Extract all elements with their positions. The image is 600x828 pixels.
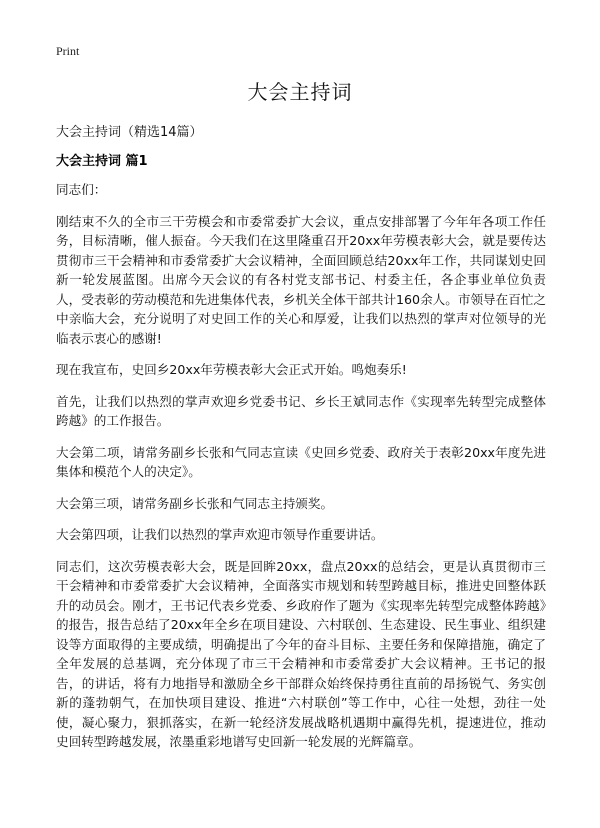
announcement-paragraph: 现在我宣布，史回乡20xx年劳模表彰大会正式开始。鸣炮奏乐! <box>56 362 407 377</box>
print-link[interactable]: Print <box>56 44 80 58</box>
agenda-item-4: 大会第四项，让我们以热烈的掌声欢迎市领导作重要讲话。 <box>56 527 384 542</box>
opening-paragraph: 刚结束不久的全市三干劳模会和市委常委扩大会议，重点安排部署了今年年各项工作任务，目标清晰，催人振奋。今天我们在这里隆重召开20xx年劳模表彰大会，就是要传达贯彻市三干会精神和市委常委扩大会议精神，全面回顾总结20xx年工作，共同谋划史回新一轮发展蓝图。出席今天会议的有各村党支部书记、村委主任，各企事业单位负责人，受表彰的劳动模范和先进集体代表，乡机关全体干部共计160余人。市领导在百忙之中亲临大会，充分说明了对史回工作的关心和厚爱，让我们以热烈的掌声对位领导的光临表示衷心的感谢! <box>56 213 547 346</box>
closing-paragraph: 同志们，这次劳模表彰大会，既是回眸20xx，盘点20xx的总结会，更是认真贯彻市三干会精神和市委常委扩大会议精神，全面落实市规划和转型跨越目标，推进史回整体跃升的动员会。刚才，王书记代表乡党委、乡政府作了题为《实现率先转型完成整体跨越》的报告，报告总结了20xx年全乡在项目建设、六村联创、生态建设、民生事业、组织建设等方面取得的主要成绩，明确提出了今年的奋斗目标、主要任务和保障措施，确定了全年发展的总基调，充分体现了市三干会精神和市委常委扩大会议精神。王书记的报告，的讲话，将有力地指导和激励全乡干部群众始终保持勇往直前的昂扬锐气、务实创新的蓬勃朝气，在加快项目建设、推进“六村联创”等工作中，心往一处想，劲往一处使，凝心聚力，狠抓落实，在新一轮经济发展战略机遇期中赢得先机，提速进位，推动史回转型跨越发展，浓墨重彩地谱写史回新一轮发展的光辉篇章。 <box>56 558 546 749</box>
page-title: 大会主持词 <box>247 80 353 104</box>
agenda-item-2: 大会第二项，请常务副乡长张和气同志宣读《史回乡党委、政府关于表彰20xx年度先进集体和模范个人的决定》。 <box>56 444 546 479</box>
greeting-paragraph: 同志们： <box>56 182 107 197</box>
section-heading: 大会主持词 篇1 <box>56 154 148 169</box>
agenda-item-3: 大会第三项，请常务副乡长张和气同志主持颁奖。 <box>56 495 334 511</box>
document-subtitle: 大会主持词（精选14篇） <box>56 125 203 140</box>
document-body <box>56 180 546 764</box>
agenda-item-1: 首先，让我们以热烈的掌声欢迎乡党委书记、乡长王斌同志作《实现率先转型完成整体跨越》的工作报告。 <box>56 393 546 428</box>
